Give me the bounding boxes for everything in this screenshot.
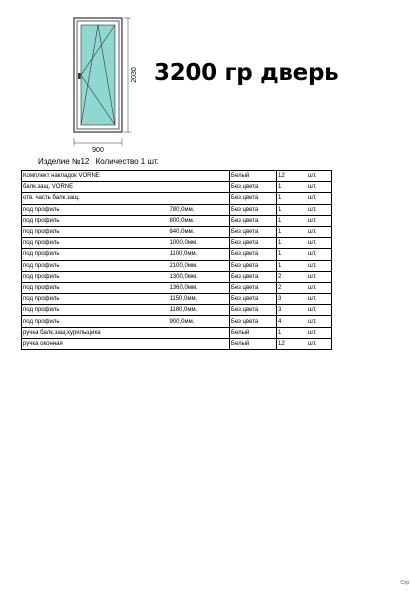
cell-color: Белый bbox=[230, 171, 277, 182]
cell-name-text: под профиль bbox=[23, 217, 60, 224]
cell-name-text: под профиль bbox=[23, 273, 60, 280]
table-row bbox=[22, 282, 332, 293]
cell-name bbox=[22, 215, 230, 226]
cell-name bbox=[22, 249, 230, 260]
cell-qty: 1 bbox=[277, 327, 308, 338]
cell-name-text: под профиль bbox=[23, 251, 60, 258]
cell-unit: шт. bbox=[307, 193, 332, 204]
cell-color: Белый bbox=[230, 327, 277, 338]
cell-color: Без цвета bbox=[230, 282, 277, 293]
cell-name-text: под профиль bbox=[23, 206, 60, 213]
cell-unit: шт. bbox=[307, 271, 332, 282]
cell-name-text: под профиль bbox=[23, 262, 60, 269]
cell-qty: 1 bbox=[277, 204, 308, 215]
cell-length: 840,0мм. bbox=[169, 229, 195, 236]
table-row bbox=[22, 171, 332, 182]
cell-unit: шт. bbox=[307, 226, 332, 237]
page-title: 3200 гр дверь bbox=[154, 60, 339, 86]
cell-name-text: отв. часть балк.защ. bbox=[23, 195, 80, 202]
cell-color: Без цвета bbox=[230, 193, 277, 204]
cell-length: 2100,0мм. bbox=[169, 262, 198, 269]
cell-length: 900,0мм. bbox=[169, 318, 195, 325]
dimension-width: 900 bbox=[92, 147, 104, 154]
cell-qty: 12 bbox=[277, 338, 308, 349]
cell-name-text: под профиль bbox=[23, 307, 60, 314]
cell-name bbox=[22, 171, 230, 182]
table-row bbox=[22, 305, 332, 316]
cell-length: 1100,0мм. bbox=[169, 251, 198, 258]
cell-color: Без цвета bbox=[230, 238, 277, 249]
cell-name-text: под профиль bbox=[23, 296, 60, 303]
cell-length: 800,0мм. bbox=[169, 217, 195, 224]
table-row bbox=[22, 238, 332, 249]
cell-unit: шт. bbox=[307, 260, 332, 271]
cell-color: Без цвета bbox=[230, 294, 277, 305]
cell-name bbox=[22, 305, 230, 316]
cell-unit: шт. bbox=[307, 294, 332, 305]
item-quantity: Количество 1 шт. bbox=[95, 157, 159, 166]
cell-name-text: под профиль bbox=[23, 240, 60, 247]
cell-length: 1150,0мм. bbox=[169, 296, 198, 303]
cell-qty: 3 bbox=[277, 294, 308, 305]
cell-color: Без цвета bbox=[230, 204, 277, 215]
item-caption bbox=[38, 157, 163, 166]
cell-name-text: балк.защ. VORNE bbox=[23, 184, 74, 191]
cell-unit: шт. bbox=[307, 238, 332, 249]
cell-unit: шт. bbox=[307, 171, 332, 182]
cell-name bbox=[22, 182, 230, 193]
cell-color: Без цвета bbox=[230, 182, 277, 193]
cell-name bbox=[22, 204, 230, 215]
cell-name-text: под профиль bbox=[23, 318, 60, 325]
cell-qty: 4 bbox=[277, 316, 308, 327]
table-row bbox=[22, 294, 332, 305]
cell-qty: 1 bbox=[277, 226, 308, 237]
table-row bbox=[22, 226, 332, 237]
cell-qty: 1 bbox=[277, 193, 308, 204]
cell-length: 1360,0мм. bbox=[169, 284, 198, 291]
cell-name bbox=[22, 294, 230, 305]
table-row bbox=[22, 193, 332, 204]
table-row bbox=[22, 316, 332, 327]
cell-unit: шт. bbox=[307, 204, 332, 215]
cell-color: Без цвета bbox=[230, 316, 277, 327]
cell-unit: шт. bbox=[307, 182, 332, 193]
cell-length: 780,0мм. bbox=[169, 206, 195, 213]
table-row bbox=[22, 260, 332, 271]
cell-name bbox=[22, 238, 230, 249]
cell-name-text: ручка балк.защ.курильщика bbox=[23, 329, 101, 336]
cell-name-text: ручка оконная bbox=[23, 340, 63, 347]
door-drawing bbox=[64, 14, 146, 154]
cell-unit: шт. bbox=[307, 305, 332, 316]
spec-table-body bbox=[22, 171, 332, 350]
cell-name bbox=[22, 226, 230, 237]
cell-name bbox=[22, 282, 230, 293]
table-row bbox=[22, 249, 332, 260]
cell-color: Без цвета bbox=[230, 305, 277, 316]
page-marker: Стр bbox=[400, 580, 409, 586]
cell-color: Без цвета bbox=[230, 260, 277, 271]
cell-color: Без цвета bbox=[230, 215, 277, 226]
cell-unit: шт. bbox=[307, 316, 332, 327]
cell-qty: 1 bbox=[277, 260, 308, 271]
cell-unit: шт. bbox=[307, 338, 332, 349]
cell-length: 1180,0мм. bbox=[169, 307, 198, 314]
cell-unit: шт. bbox=[307, 215, 332, 226]
cell-qty: 1 bbox=[277, 238, 308, 249]
cell-name bbox=[22, 271, 230, 282]
dimension-height: 2030 bbox=[131, 67, 138, 83]
table-row bbox=[22, 327, 332, 338]
cell-color: Без цвета bbox=[230, 249, 277, 260]
cell-unit: шт. bbox=[307, 327, 332, 338]
cell-qty: 1 bbox=[277, 249, 308, 260]
table-row bbox=[22, 182, 332, 193]
table-row bbox=[22, 204, 332, 215]
cell-length: 1000,0мм. bbox=[169, 240, 198, 247]
cell-qty: 2 bbox=[277, 282, 308, 293]
cell-qty: 1 bbox=[277, 182, 308, 193]
cell-name bbox=[22, 260, 230, 271]
cell-unit: шт. bbox=[307, 249, 332, 260]
cell-name-text: под профиль bbox=[23, 284, 60, 291]
cell-qty: 3 bbox=[277, 305, 308, 316]
cell-name bbox=[22, 327, 230, 338]
cell-qty: 2 bbox=[277, 271, 308, 282]
cell-name bbox=[22, 316, 230, 327]
cell-qty: 1 bbox=[277, 215, 308, 226]
table-row bbox=[22, 338, 332, 349]
table-row bbox=[22, 271, 332, 282]
cell-name-text: Комплект накладок VORNE bbox=[23, 173, 100, 180]
cell-color: Без цвета bbox=[230, 271, 277, 282]
cell-qty: 12 bbox=[277, 171, 308, 182]
cell-name-text: под профиль bbox=[23, 229, 60, 236]
cell-name bbox=[22, 338, 230, 349]
cell-color: Белый bbox=[230, 338, 277, 349]
cell-unit: шт. bbox=[307, 282, 332, 293]
cell-length: 1300,0мм. bbox=[169, 273, 198, 280]
table-row bbox=[22, 215, 332, 226]
cell-name bbox=[22, 193, 230, 204]
spec-table bbox=[21, 170, 332, 350]
cell-color: Без цвета bbox=[230, 226, 277, 237]
item-number: Изделие №12 bbox=[38, 157, 90, 166]
